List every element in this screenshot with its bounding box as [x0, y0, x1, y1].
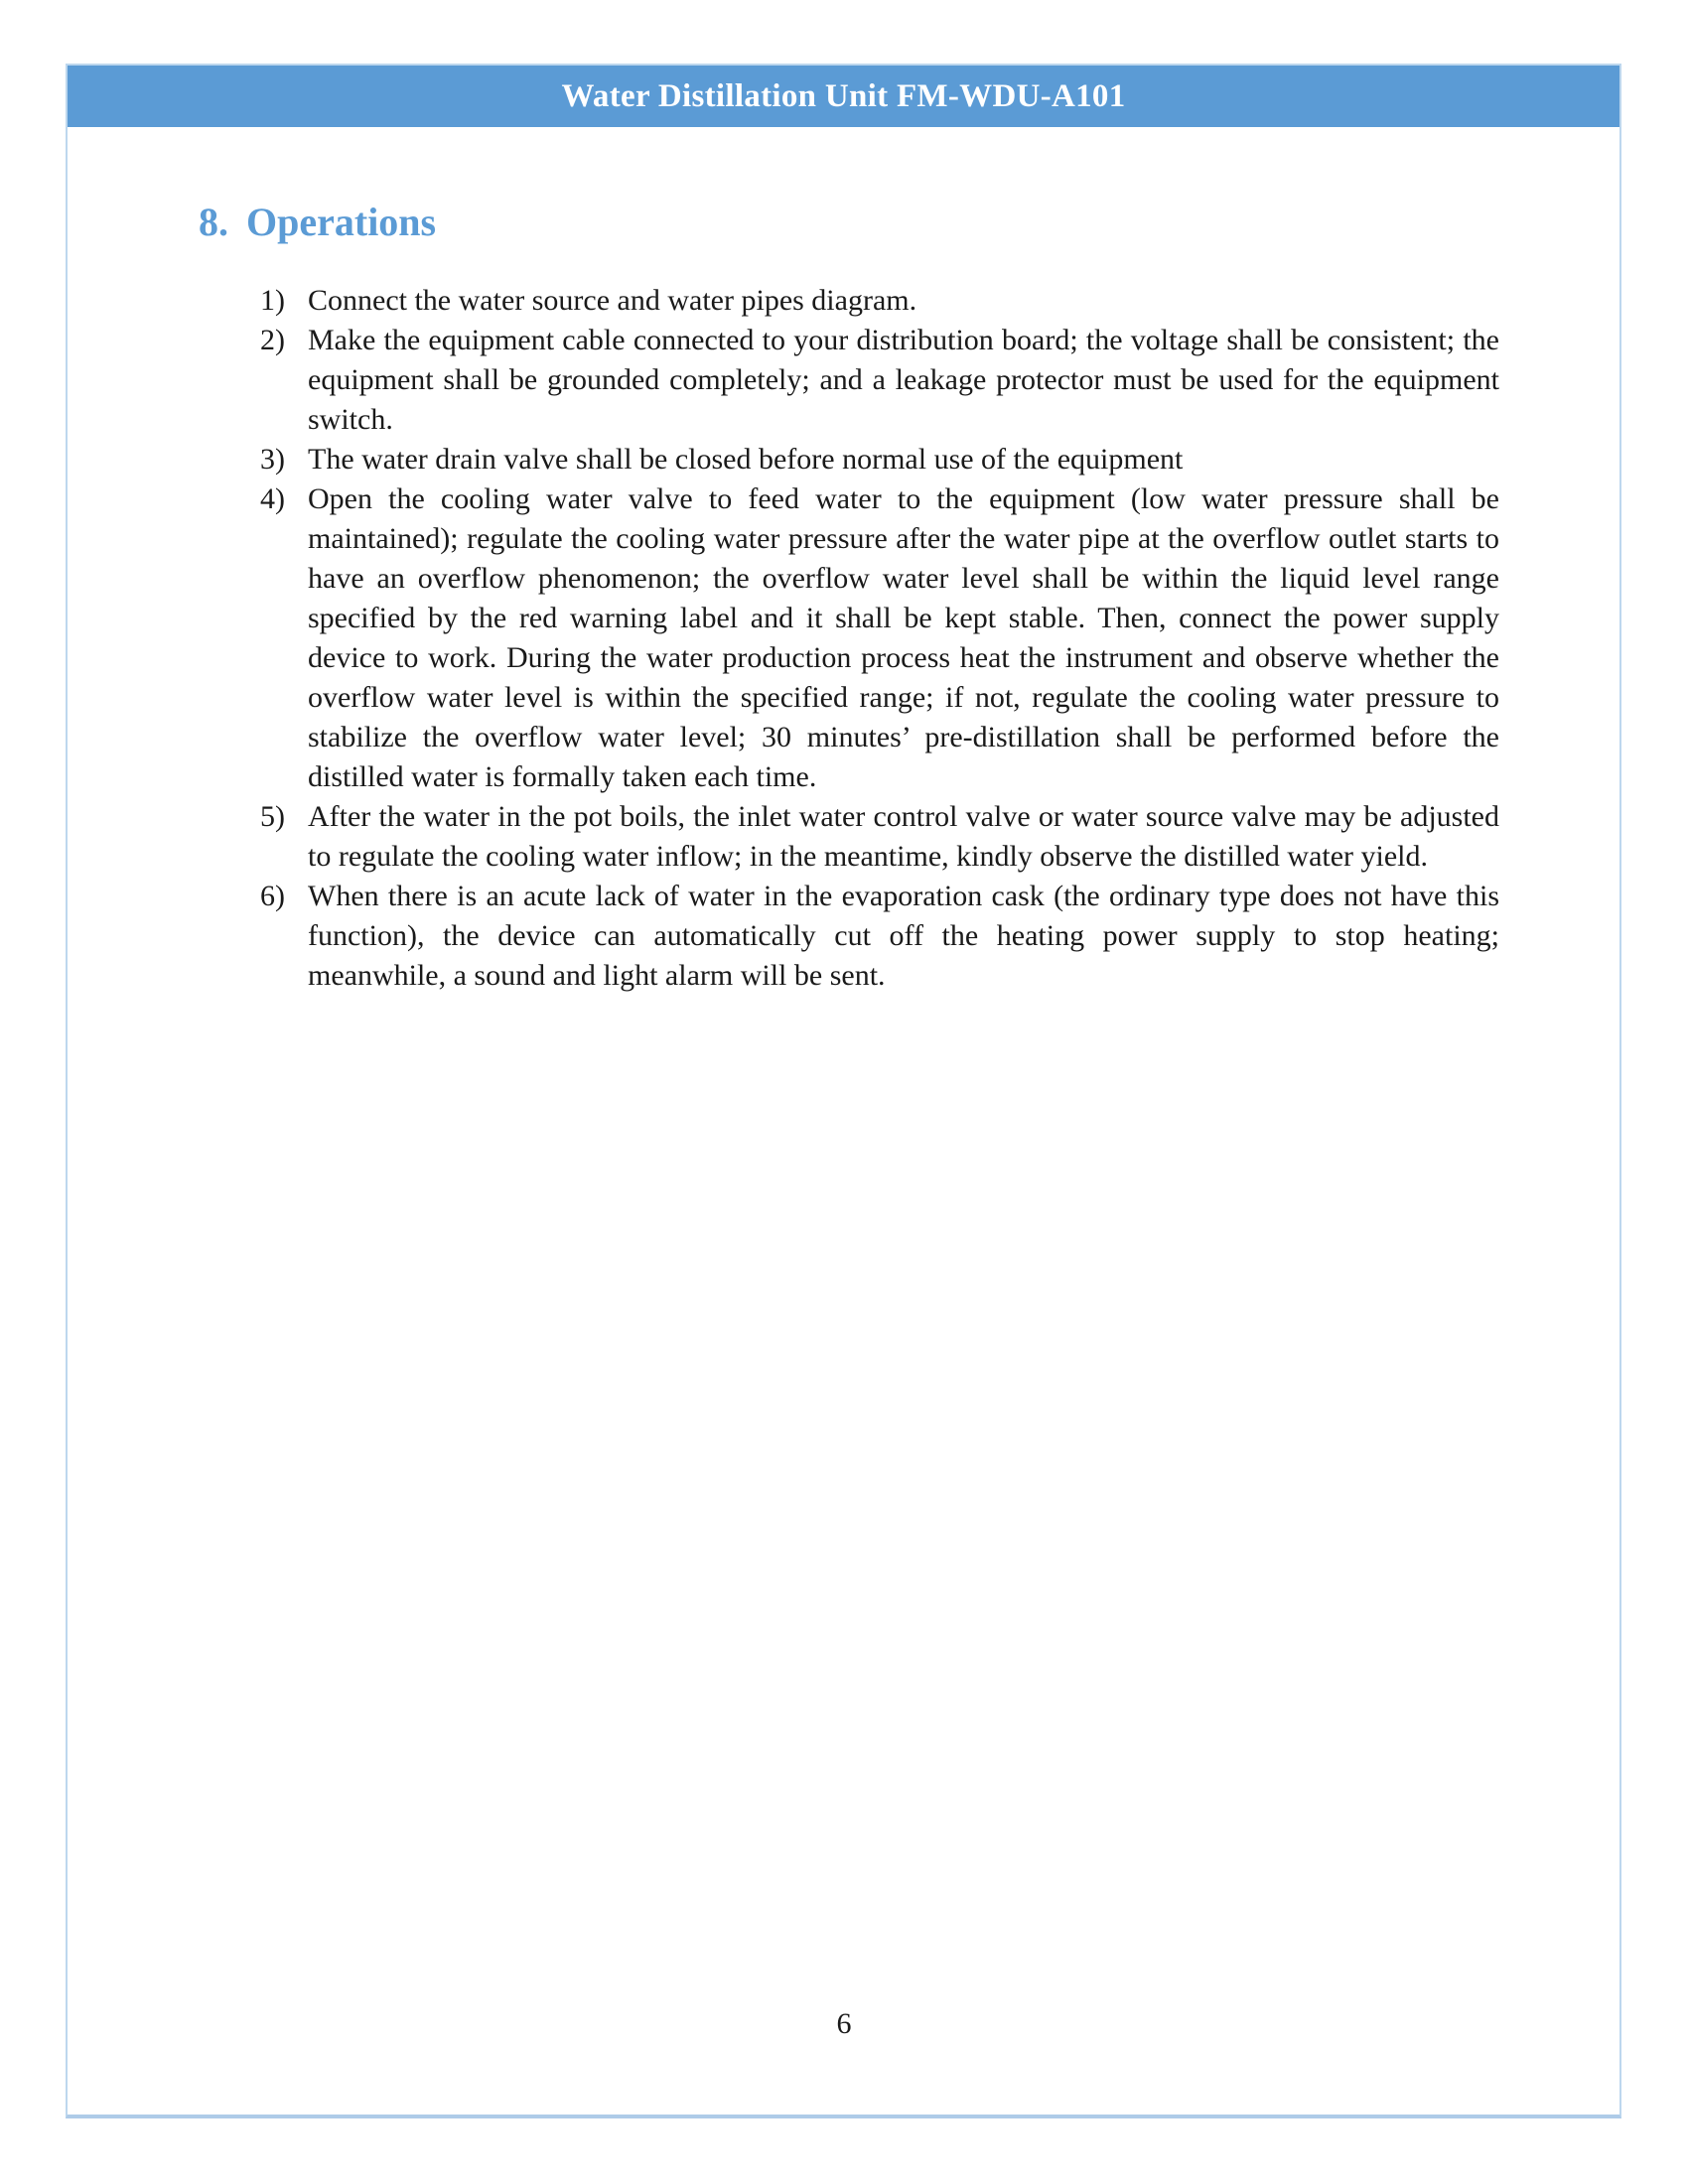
page-number: 6: [836, 2007, 852, 2040]
list-item: [260, 321, 1499, 440]
list-item-text: Connect the water source and water pipes diagram.: [308, 284, 917, 317]
list-item: [260, 281, 1499, 321]
header-bar: [68, 66, 1619, 127]
list-item-number: 6): [260, 880, 285, 912]
list-item: [260, 797, 1499, 877]
list-item-number: 1): [260, 284, 285, 317]
operations-list: [260, 281, 1499, 996]
list-item-text: When there is an acute lack of water in the evaporation cask (the ordinary type does not have this function), the device can automatically cut off the heating power supply to stop heating; meanwhile, a sound and light alarm will be sent.: [308, 880, 1499, 992]
list-item-number: 4): [260, 482, 285, 515]
list-item-text: After the water in the pot boils, the inlet water control valve or water source valve may be adjusted to regulate the cooling water inflow; in the meantime, kindly observe the distilled water yield.: [308, 800, 1499, 873]
section-title: Operations: [246, 200, 437, 244]
list-item: [260, 479, 1499, 797]
section-number: 8.: [199, 200, 228, 244]
list-item: [260, 440, 1499, 479]
list-item-number: 5): [260, 800, 285, 833]
list-item-text: Open the cooling water valve to feed water to the equipment (low water pressure shall be maintained); regulate the cooling water pressure after the water pipe at the overflow outlet starts to have an overflow phenomenon; the overflow water level shall be within the liquid level range specified by the red warning label and it shall be kept stable. Then, connect the power supply device to work. During the water production process heat the instrument and observe whether the overflow water level is within the specified range; if not, regulate the cooling water pressure to stabilize the overflow water level; 30 minutes’ pre-distillation shall be performed before the distilled water is formally taken each time.: [308, 482, 1499, 793]
list-item: [260, 877, 1499, 996]
document-title: Water Distillation Unit FM-WDU-A101: [561, 78, 1126, 114]
section-heading: [199, 201, 436, 244]
list-item-text: Make the equipment cable connected to your distribution board; the voltage shall be consistent; the equipment shall be grounded completely; and a leakage protector must be used for the equipment switch.: [308, 324, 1499, 436]
list-item-number: 3): [260, 443, 285, 476]
list-item-number: 2): [260, 324, 285, 356]
list-item-text: The water drain valve shall be closed before normal use of the equipment: [308, 443, 1184, 476]
